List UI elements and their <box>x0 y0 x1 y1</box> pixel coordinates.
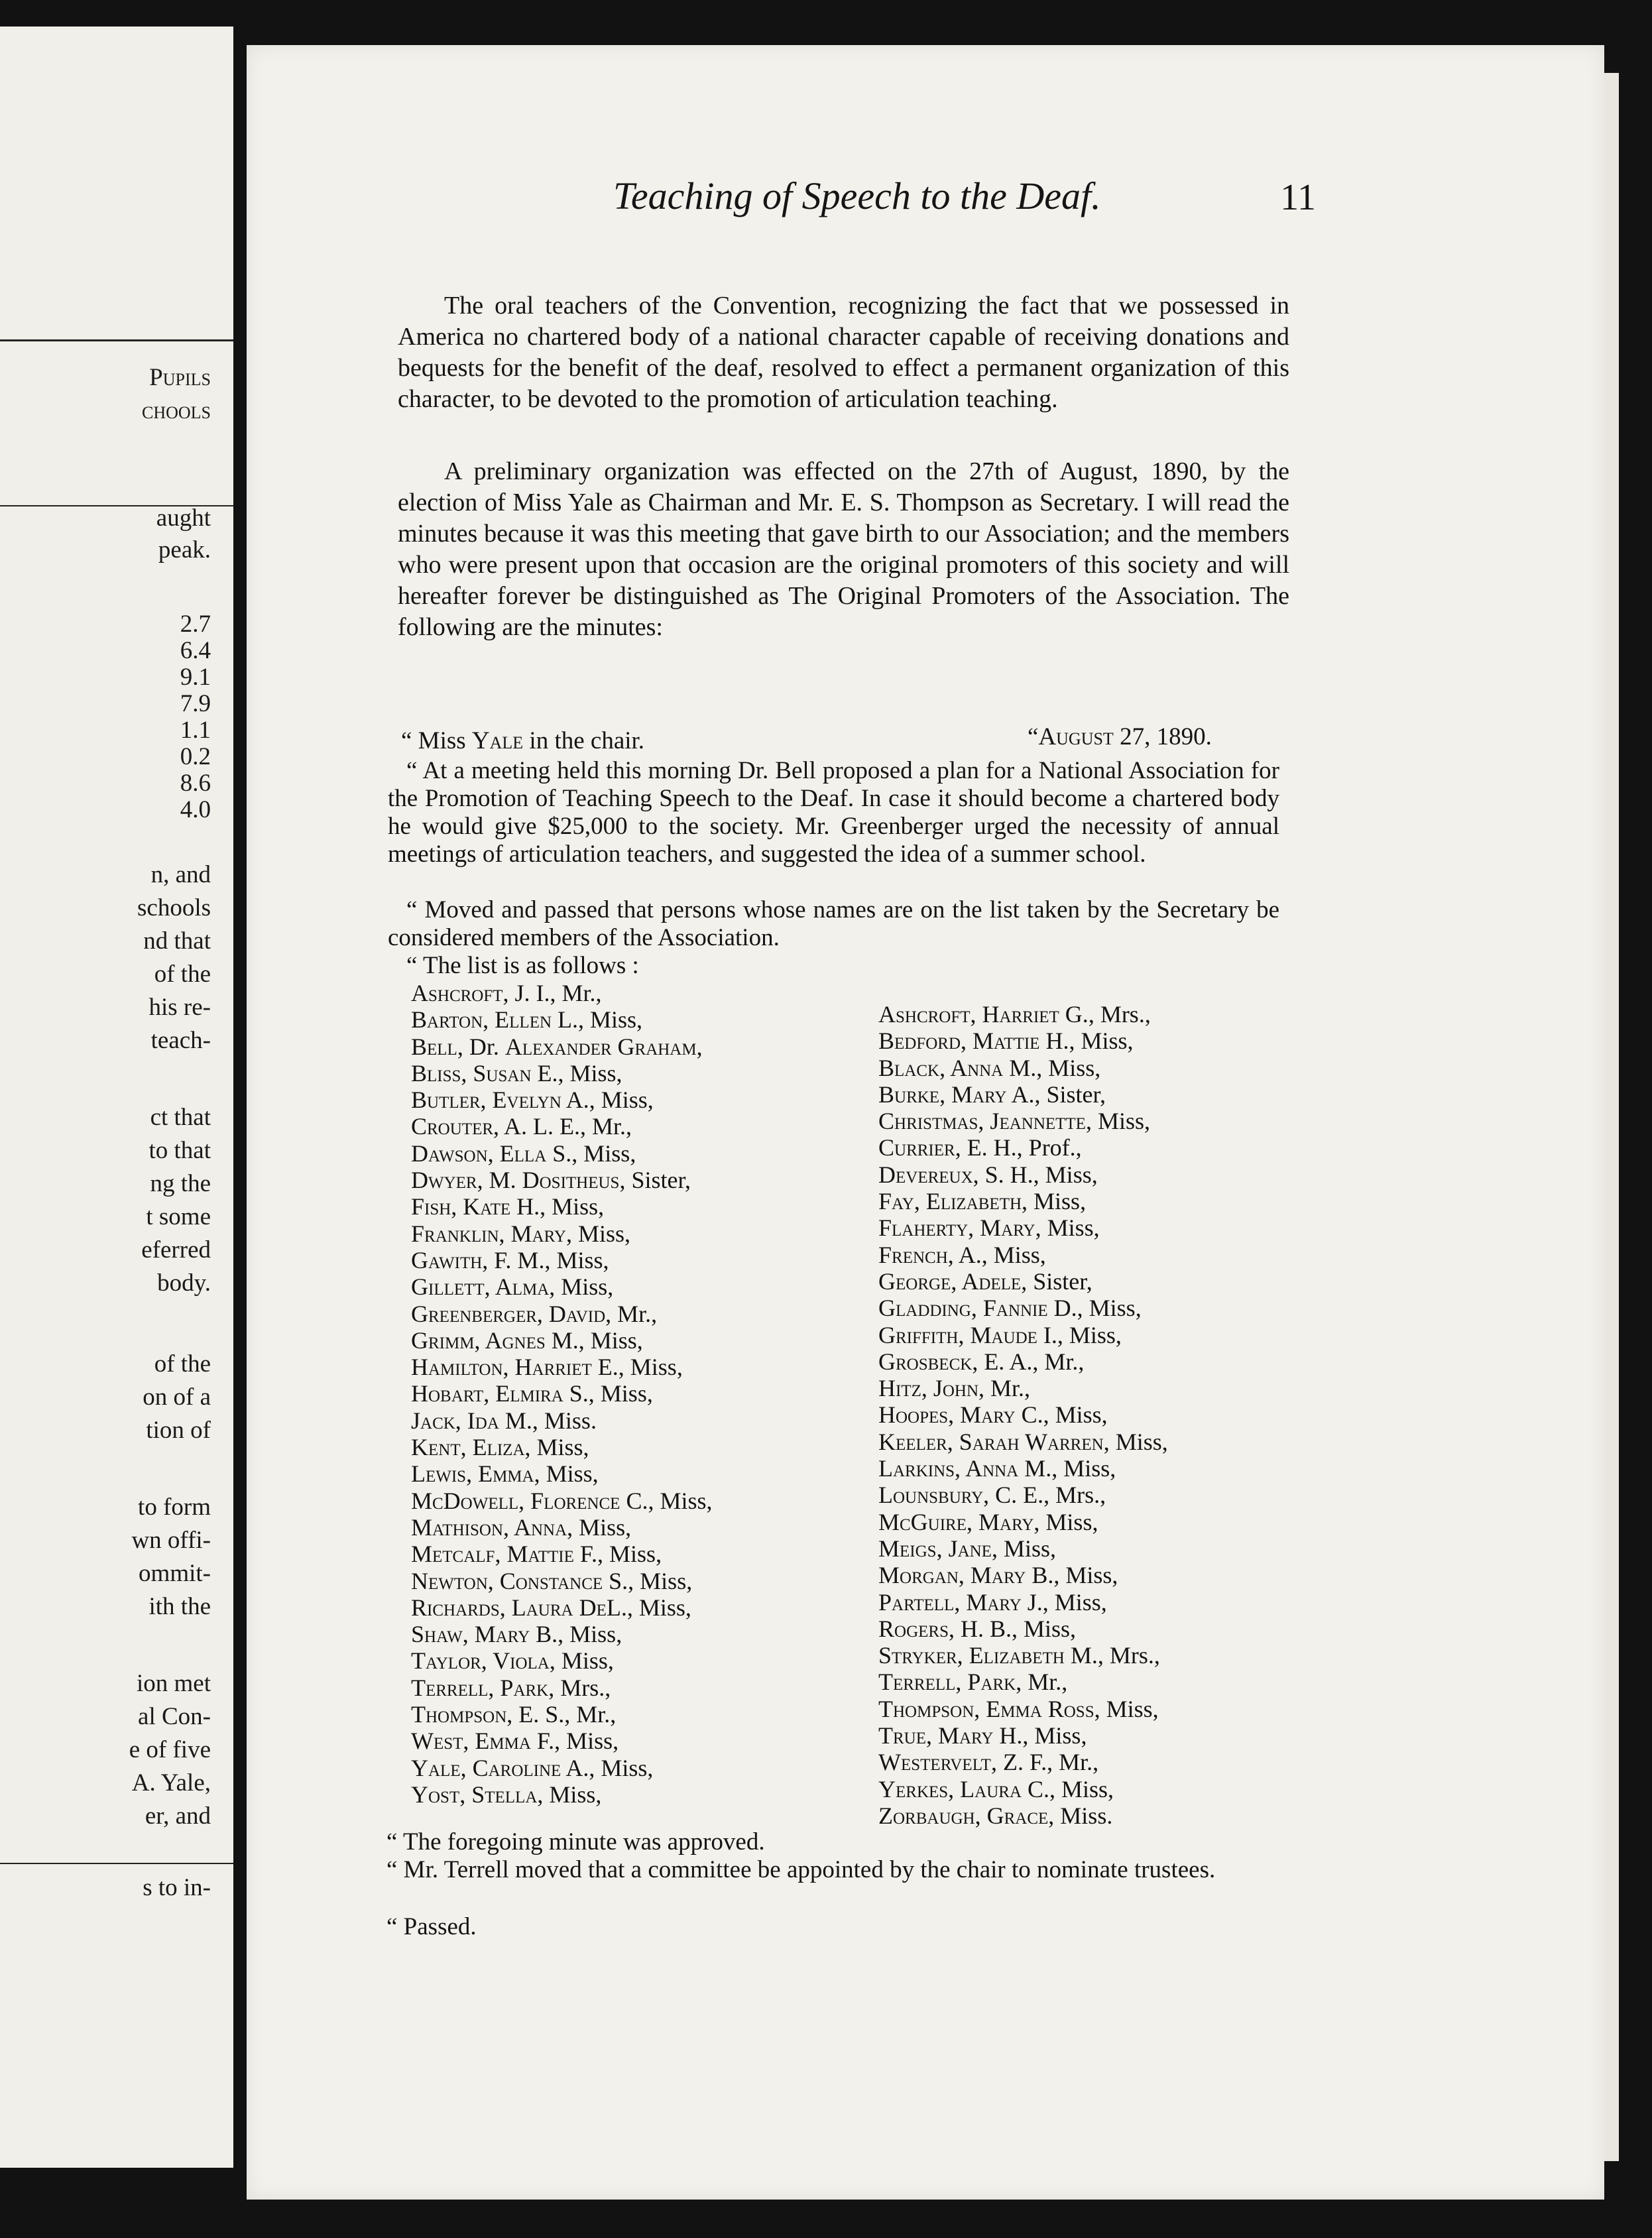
member-detail: , E. H., Prof., <box>955 1134 1082 1161</box>
member-entry <box>411 1541 712 1567</box>
member-surname: Burke, Mary A. <box>878 1081 1035 1108</box>
member-entry <box>411 1380 712 1407</box>
member-entry <box>411 1728 712 1754</box>
members-list-right <box>878 1001 1168 1829</box>
member-entry <box>878 1108 1168 1134</box>
footer-line-3: “ Passed. <box>386 1913 477 1940</box>
member-detail: , Miss, <box>1042 1588 1107 1616</box>
left-page-text-fragment: ct that <box>150 1104 211 1131</box>
member-surname: Hobart, Elmira S. <box>411 1380 589 1407</box>
left-page-text-fragment: eferred <box>141 1236 211 1264</box>
member-surname: Gillett, Alma <box>411 1273 550 1301</box>
member-entry <box>411 1220 712 1247</box>
member-detail: , Miss, <box>589 1754 654 1781</box>
member-surname: McGuire, Mary <box>878 1508 1034 1535</box>
member-entry <box>878 1188 1168 1214</box>
member-surname: Partell, Mary J. <box>878 1588 1043 1616</box>
member-surname: Hamilton, Harriet E. <box>411 1354 619 1381</box>
member-entry <box>411 1140 712 1167</box>
paragraph-2: A preliminary organization was effected on the 27th of August, 1890, by the election of Miss Yale as Chairman and Mr. E. S. Thompson as Secretary. I will read the minutes because it was this meeting that gave birth to our Association; and the members who were present upon that occasion are the original promoters of this society and will hereafter forever be distinguished as The Original Promoters of the Association. The following are the minutes: <box>398 457 1289 641</box>
member-entry <box>878 1509 1168 1535</box>
member-detail: , H. B., Miss, <box>948 1615 1077 1642</box>
member-surname: Richards, Laura DeL. <box>411 1594 627 1621</box>
member-entry <box>411 1033 712 1060</box>
member-detail: , Miss, <box>537 1781 602 1808</box>
member-detail: , Miss, <box>1077 1295 1142 1322</box>
member-entry <box>878 1268 1168 1295</box>
member-surname: Currier <box>878 1134 955 1161</box>
member-surname: Taylor, Viola <box>411 1647 550 1675</box>
member-detail: , Miss, <box>1036 1054 1101 1081</box>
member-entry <box>411 1060 712 1087</box>
member-surname: Yerkes, Laura C. <box>878 1775 1050 1802</box>
left-page-text-fragment: 6.4 <box>180 637 211 664</box>
member-entry <box>878 1295 1168 1321</box>
member-entry <box>878 1562 1168 1588</box>
member-detail: , E. A., Mr., <box>972 1348 1085 1375</box>
member-surname: Griffith, Maude I. <box>878 1321 1057 1348</box>
chair-name: Yale <box>471 727 524 754</box>
member-entry <box>878 1001 1168 1028</box>
member-surname: Yost, Stella <box>411 1781 538 1808</box>
member-detail: , Miss. <box>532 1407 597 1434</box>
member-surname: West, Emma F. <box>411 1728 555 1755</box>
member-detail: , Miss, <box>1033 1508 1098 1535</box>
member-entry <box>411 1594 712 1621</box>
member-entry <box>878 1375 1168 1401</box>
left-page-text-fragment: 2.7 <box>180 611 211 638</box>
member-surname: Morgan, Mary B. <box>878 1562 1054 1589</box>
footer-line-1: “ The foregoing minute was approved. <box>386 1828 765 1855</box>
member-tail: , Sister, <box>619 1167 691 1194</box>
member-entry <box>878 1696 1168 1722</box>
member-surname: Fay, Elizabeth <box>878 1188 1022 1215</box>
member-surname: Rogers <box>878 1615 949 1642</box>
member-detail: , Miss, <box>618 1354 683 1381</box>
member-entry <box>411 1488 712 1514</box>
member-detail: , Mr., <box>978 1375 1031 1402</box>
left-page-text-fragment: 4.0 <box>180 796 211 823</box>
member-surname: George, Adele <box>878 1267 1022 1295</box>
member-surname: Terrell, Park <box>411 1674 549 1701</box>
member-detail: , Miss, <box>1043 1401 1108 1429</box>
member-detail: , Miss, <box>1094 1695 1159 1722</box>
footer-line-2: “ Mr. Terrell moved that a committee be appointed by the chair to nominate trustees. <box>386 1856 1216 1883</box>
member-detail: , Miss, <box>558 1621 622 1648</box>
member-surname: Kent, Eliza <box>411 1434 525 1461</box>
member-surname: Newton, Constance S. <box>411 1567 628 1594</box>
left-page-text-fragment: body. <box>157 1269 211 1297</box>
left-page-text-fragment: to that <box>148 1137 211 1164</box>
member-entry <box>878 1161 1168 1188</box>
member-entry <box>411 980 712 1006</box>
member-detail: , Miss, <box>567 1513 632 1541</box>
member-entry <box>878 1055 1168 1081</box>
member-entry <box>878 1802 1168 1829</box>
minute-paragraph-1: “ At a meeting held this morning Dr. Bell proposed a plan for a National Association for the Promotion of Teaching Speech to the Deaf. In case it should become a chartered body he would give $25,000 to the society. Mr. Greenberger urged the necessity of annual meetings of articulation teachers, and suggested the idea of a summer school. <box>388 757 1279 868</box>
member-surname: Jack, Ida M. <box>411 1407 532 1434</box>
left-page-text-fragment: tion of <box>146 1417 211 1444</box>
member-entry <box>411 1434 712 1460</box>
member-detail: , Miss, <box>1053 1562 1118 1589</box>
left-page-text-fragment: ion met <box>136 1670 211 1697</box>
member-entry <box>411 1407 712 1434</box>
member-entry <box>878 1081 1168 1108</box>
member-detail: , Miss, <box>549 1273 614 1301</box>
member-surname: Ashcroft, Harriet G. <box>878 1001 1089 1028</box>
member-detail: , Miss, <box>597 1541 662 1568</box>
member-detail: , Miss, <box>626 1594 691 1621</box>
member-detail: , E. S., Mr., <box>506 1701 617 1728</box>
member-surname: Hoopes, Mary C. <box>878 1401 1043 1429</box>
member-detail: , M. <box>477 1167 522 1194</box>
member-detail: , Miss, <box>554 1728 619 1755</box>
running-title: Teaching of Speech to the Deaf. <box>613 174 1101 217</box>
left-page-text-fragment: peak. <box>158 536 211 563</box>
member-detail: , A. L. E., Mr., <box>493 1113 632 1140</box>
member-surname: Thompson <box>411 1701 507 1728</box>
left-page-text-fragment: 0.2 <box>180 743 211 770</box>
member-detail: , Miss, <box>524 1434 589 1461</box>
minute-chair-line <box>401 727 644 755</box>
member-surname: Dwyer <box>411 1167 477 1194</box>
member-surname: Zorbaugh, Grace <box>878 1802 1049 1829</box>
member-surname: Franklin, Mary <box>411 1220 566 1247</box>
member-entry <box>411 1006 712 1033</box>
member-entry <box>411 1460 712 1487</box>
member-entry <box>878 1455 1168 1482</box>
member-detail: , Miss, <box>1049 1775 1114 1802</box>
left-page-text-fragment: aught <box>156 504 211 532</box>
member-detail: , Miss, <box>578 1006 643 1033</box>
member-entry <box>878 1722 1168 1749</box>
member-detail: , Miss, <box>1022 1188 1087 1215</box>
member-surname: Devereux <box>878 1161 973 1188</box>
member-entry <box>411 1701 712 1728</box>
text-rule-bottom <box>0 1863 233 1864</box>
member-surname: Westervelt <box>878 1749 991 1776</box>
left-page-text-fragment: ith the <box>148 1593 211 1620</box>
member-detail: , Miss. <box>1048 1802 1113 1829</box>
member-entry <box>411 1193 712 1220</box>
member-surname: Crouter <box>411 1113 494 1140</box>
member-surname: Ashcroft <box>411 980 503 1006</box>
member-detail: , Miss, <box>1085 1108 1150 1135</box>
member-entry <box>878 1322 1168 1348</box>
left-page-text-fragment: s to in- <box>143 1874 211 1901</box>
member-entry <box>411 1087 712 1113</box>
left-page-text-fragment: ng the <box>150 1170 211 1197</box>
member-detail: , Miss, <box>540 1193 605 1220</box>
member-detail: , Miss, <box>1022 1722 1087 1749</box>
member-surname: Christmas, Jeannette <box>878 1108 1086 1135</box>
member-surname: Gawith <box>411 1246 483 1273</box>
member-surname: Terrell, Park <box>878 1669 1016 1696</box>
left-page-text-fragment: nd that <box>143 927 211 955</box>
page-number: 11 <box>1280 177 1316 218</box>
member-surname: Shaw, Mary B. <box>411 1621 558 1648</box>
left-page-text-fragment: on of a <box>143 1384 211 1411</box>
left-page-text-fragment: chools <box>141 397 211 424</box>
member-entry <box>878 1242 1168 1268</box>
member-detail: , Miss, <box>1069 1028 1134 1055</box>
member-surname: Lewis, Emma <box>411 1460 534 1488</box>
member-entry <box>878 1589 1168 1616</box>
member-entry <box>878 1134 1168 1161</box>
left-page-text-fragment: 1.1 <box>180 717 211 744</box>
member-detail: , Miss, <box>549 1647 614 1675</box>
member-extra-name: Dositheus <box>522 1167 620 1194</box>
member-surname: Barton, Ellen L. <box>411 1006 579 1033</box>
member-entry <box>878 1429 1168 1455</box>
page-header <box>368 174 1316 233</box>
member-detail: , Miss, <box>1051 1455 1116 1482</box>
minute-paragraph-2: “ Moved and passed that persons whose names are on the list taken by the Secretary be considered members of the Association. <box>388 896 1279 951</box>
member-surname: Black, Anna M. <box>878 1054 1037 1081</box>
member-surname: Butler, Evelyn A. <box>411 1087 589 1114</box>
member-surname: True, Mary H. <box>878 1722 1023 1749</box>
left-page-text-fragment: 9.1 <box>180 664 211 691</box>
member-entry <box>878 1214 1168 1241</box>
member-entry <box>411 1327 712 1354</box>
member-detail: , C. E., Mrs., <box>983 1482 1106 1509</box>
left-page-text-fragment: of the <box>154 961 211 988</box>
member-detail: , Miss, <box>628 1567 693 1594</box>
left-page-text-fragment: n, and <box>150 861 211 888</box>
member-entry <box>411 1755 712 1781</box>
left-page-text-fragment: al Con- <box>138 1703 211 1730</box>
member-detail: , Miss, <box>1057 1321 1122 1348</box>
member-detail: , Z. F., Mr., <box>990 1749 1099 1776</box>
member-entry <box>878 1348 1168 1375</box>
left-page-text-fragment: ommit- <box>139 1560 211 1587</box>
member-entry <box>878 1749 1168 1775</box>
member-surname: Greenberger, David <box>411 1300 606 1327</box>
member-detail: , Miss, <box>558 1059 622 1087</box>
member-entry <box>411 1113 712 1140</box>
member-surname: Bedford, Mattie H. <box>878 1028 1069 1055</box>
paragraph-1: The oral teachers of the Convention, recognizing the fact that we possessed in America no chartered body of a national character capable of receiving donations and bequests for the benefit of the deaf, resolved to effect a permanent organization of this character, to be devoted to the promotion of articulation teaching. <box>398 292 1289 413</box>
member-detail: , Mr., <box>1016 1669 1068 1696</box>
left-page-text-fragment: e of five <box>129 1736 211 1763</box>
member-surname: Larkins, Anna M. <box>878 1455 1052 1482</box>
left-page-text-fragment: his re- <box>148 994 211 1021</box>
left-page-text-fragment: A. Yale, <box>131 1769 211 1796</box>
member-surname: Thompson, Emma Ross <box>878 1695 1094 1722</box>
member-surname: Lounsbury <box>878 1482 984 1509</box>
chair-prefix: “ Miss <box>401 727 472 754</box>
left-page-text-fragment: of the <box>154 1350 211 1378</box>
member-detail: , J. I., Mr., <box>502 980 602 1006</box>
member-entry <box>878 1535 1168 1562</box>
left-page-text-fragment: wn offi- <box>131 1527 211 1554</box>
table-rule-top <box>0 339 233 341</box>
member-surname: French <box>878 1241 948 1268</box>
member-detail: , Miss, <box>991 1535 1056 1562</box>
member-detail: , F. M., Miss, <box>482 1246 609 1273</box>
minute-paragraph-3: “ The list is as follows : <box>406 952 639 979</box>
page-edge <box>1604 73 1619 2161</box>
member-detail: , Sister, <box>1034 1081 1106 1108</box>
member-surname: Grimm, Agnes M. <box>411 1326 579 1354</box>
member-detail: , A., Miss, <box>947 1241 1046 1268</box>
left-page-text-fragment: er, and <box>145 1802 211 1830</box>
member-detail: , Miss, <box>571 1140 636 1167</box>
member-entry <box>878 1669 1168 1695</box>
member-entry <box>411 1781 712 1808</box>
member-surname: Keeler, Sarah Warren <box>878 1428 1104 1455</box>
member-entry <box>878 1642 1168 1669</box>
member-detail: , Miss, <box>565 1220 630 1247</box>
member-detail: , Miss, <box>648 1487 713 1514</box>
left-page-text-fragment: t some <box>146 1203 211 1230</box>
member-surname: Meigs, Jane <box>878 1535 992 1562</box>
member-entry <box>878 1616 1168 1642</box>
member-entry <box>411 1568 712 1594</box>
member-extra-name: Alexander Graham <box>504 1033 697 1060</box>
member-entry <box>878 1776 1168 1802</box>
left-page-text-fragment: 7.9 <box>180 690 211 717</box>
member-detail: , Miss, <box>588 1380 653 1407</box>
left-page-text-fragment: 8.6 <box>180 770 211 797</box>
member-entry <box>878 1482 1168 1508</box>
member-entry <box>411 1354 712 1380</box>
left-page-text-fragment: schools <box>137 894 211 921</box>
member-detail: , Sister, <box>1021 1267 1092 1295</box>
member-surname: Bell <box>411 1033 457 1060</box>
member-detail: , S. H., Miss, <box>973 1161 1098 1188</box>
member-entry <box>878 1028 1168 1054</box>
member-tail: , <box>696 1033 703 1060</box>
member-detail: , Miss, <box>578 1326 643 1354</box>
member-surname: Fish, Kate H. <box>411 1193 540 1220</box>
member-surname: Gladding, Fannie D. <box>878 1295 1077 1322</box>
member-detail: , Dr. <box>457 1033 505 1060</box>
chair-suffix: in the chair. <box>523 727 645 754</box>
member-surname: Flaherty, Mary <box>878 1214 1035 1242</box>
member-detail: , Miss, <box>589 1087 654 1114</box>
member-detail: , Miss, <box>1035 1214 1100 1242</box>
member-surname: McDowell, Florence C. <box>411 1487 648 1514</box>
member-surname: Metcalf, Mattie F. <box>411 1541 598 1568</box>
member-entry <box>411 1647 712 1674</box>
member-detail: , Miss, <box>1103 1428 1168 1455</box>
member-surname: Stryker, Elizabeth M. <box>878 1642 1098 1669</box>
members-list-left <box>411 980 712 1808</box>
member-surname: Mathison, Anna <box>411 1513 567 1541</box>
member-entry <box>411 1247 712 1273</box>
left-page-text-fragment: teach- <box>150 1027 211 1054</box>
member-surname: Grosbeck <box>878 1348 973 1375</box>
left-page-text-fragment: Pupils <box>149 364 211 391</box>
member-detail: , Mr., <box>605 1300 658 1327</box>
member-entry <box>878 1401 1168 1428</box>
member-surname: Yale, Caroline A. <box>411 1754 589 1781</box>
member-detail: , Mrs., <box>548 1674 611 1701</box>
member-entry <box>411 1273 712 1300</box>
member-detail: , Mrs., <box>1088 1001 1151 1028</box>
member-surname: Dawson, Ella S. <box>411 1140 572 1167</box>
member-entry <box>411 1301 712 1327</box>
member-entry <box>411 1675 712 1701</box>
left-page-text-fragment: to form <box>138 1494 211 1521</box>
member-surname: Hitz, John <box>878 1375 979 1402</box>
member-surname: Bliss, Susan E. <box>411 1059 558 1087</box>
member-entry <box>411 1167 712 1193</box>
minute-date: “August 27, 1890. <box>1028 723 1212 750</box>
left-page-fragment <box>0 27 233 2168</box>
member-entry <box>411 1621 712 1647</box>
member-detail: , Miss, <box>534 1460 599 1488</box>
member-entry <box>411 1514 712 1541</box>
member-detail: , Mrs., <box>1097 1642 1160 1669</box>
